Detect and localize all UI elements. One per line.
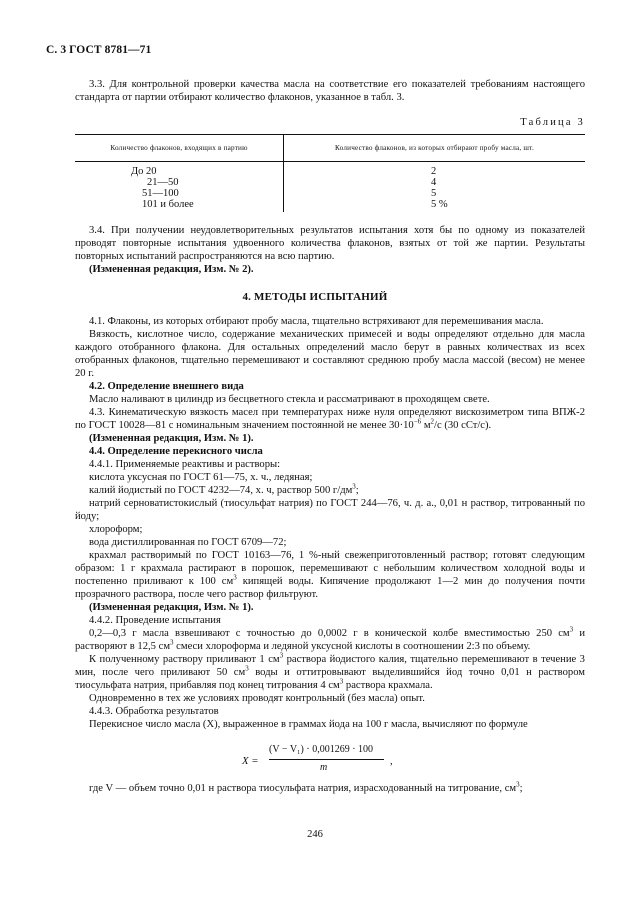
table-cell: 101 и более xyxy=(75,199,284,212)
table-cell: До 20 xyxy=(75,162,284,178)
subheading-4-2: 4.2. Определение внешнего вида xyxy=(89,381,244,392)
reagent-item: вода дистиллированная по ГОСТ 6709—72; xyxy=(89,537,287,548)
fraction-bar xyxy=(269,759,384,760)
page-number: 246 xyxy=(307,829,323,840)
table-row xyxy=(75,162,585,178)
amendment-note: (Измененная редакция, Изм. № 1). xyxy=(89,433,254,444)
section-4-body: 4.1. Флаконы, из которых отбирают пробу масла, тщательно встряхивают для перемешивания масла. Вязкость, кислотное число, содержание механических примесей и воды определяют отдельно для масла каждого отобранного флакона. Для остальных определений масло берут в равных количествах из всех отобранных флаконов, тщательно перемешивают и составляют среднюю пробу масла массой (весом) не менее 20 г. 4.2. Определение внешнего вида Масло наливают в цилиндр из бесцветного стекла и рассматривают в проходящем свете. 4.3. Кинематическую вязкость масел при температурах ниже нуля определяют вискозиметром типа ВПЖ-2 по ГОСТ 10028—81 с номинальным значением постоянной не менее $30\cdot 10^{-6}$ $м^2/с$ (30 сСт/с). (Измененная редакция, Изм. № 1). 4.4. Определение перекисного числа 4.4.1. Применяемые реактивы и растворы: кислота уксусная по ГОСТ 61—75, х. ч., ледяная; калий йодистый по ГОСТ 4232—74, х. ч, раствор 500 $г/дм^3$; натрий серноватистокислый (тиосульфат натрия) по ГОСТ 244—76, ч. д. а., 0,01 н раствор, титрованный по йоду; хлороформ; вода дистиллированная по ГОСТ 6709—72; крахмал растворимый по ГОСТ 10163—76, 1 %-ный свежеприготовленный раствор; готовят следующим образом: 1 г крахмала растирают в порошок, перемешивают с небольшим количеством холодной воды и постепенно приливают к 100 $см^3$ кипящей воды. Кипячение продолжают 1—2 мин до получения почти прозрачного раствора, после чего раствор фильтруют. (Измененная редакция, Изм. № 1). 4.4.2. Проведение испытания 0,2—0,3 г масла взвешивают с точностью до 0,0002 г в конической колбе вместимостью 250 $см^3$ и растворяют в 12,5 $см^3$ смеси хлороформа и ледяной уксусной кислоты в соотношении 2:3 по объему. К полученному раствору приливают 1 $см^3$ раствора йодистого калия, тщательно перемешивают в течение 3 мин, после чего приливают 50 $см^3$ воды и оттитровывают выделившийся йод точно 0,01 н раствором тиосульфата натрия, прибавляя под конец титрования 4 $см^3$ раствора крахмала. Одновременно в тех же условиях проводят контрольный (без масла) опыт. 4.4.3. Обработка результатов Перекисное число масла (X), выраженное в граммах йода на 100 г масла, вычисляют по формуле xyxy=(75,316,585,730)
formula-denominator: m xyxy=(320,762,328,773)
procedure-paragraph: 0,2—0,3 г масла взвешивают с точностью до 0,0002 г в конической колбе вместимостью 250 $см^3$ и растворяют в 12,5 $см^3$ смеси хлороформа и ледяной уксусной кислоты в соотношении 2:3 по объему. xyxy=(75,625,585,652)
table-cell: 4 xyxy=(431,177,437,188)
formula-lhs: X = xyxy=(242,755,259,767)
amendment-note: (Измененная редакция, Изм. № 2). xyxy=(89,264,254,275)
reagent-item: калий йодистый по ГОСТ 4232—74, х. ч, раствор 500 $г/дм^3$; xyxy=(89,482,359,496)
table-caption: Таблица 3 xyxy=(520,117,585,128)
paragraph-3-4: 3.4. При получении неудовлетворительных результатов испытания хотя бы по одному из показателей проводят повторные испытания удвоенного количества флаконов, взятых от той же партии. Результаты повторных испытаний распространяются на всю партию. (Измененная редакция, Изм. № 2). xyxy=(75,225,585,275)
table-3 xyxy=(75,134,585,212)
table-row xyxy=(75,177,585,188)
table-cell: 21—50 xyxy=(75,177,284,188)
table-cell: 2 xyxy=(431,166,437,177)
paragraph-4-3: 4.3. Кинематическую вязкость масел при температурах ниже нуля определяют вискозиметром типа ВПЖ-2 по ГОСТ 10028—81 с номинальным значением постоянной не менее $30\cdot 10^{-6}$ $м^2/с$ (30 сСт/с). xyxy=(75,407,585,431)
running-header: С. 3 ГОСТ 8781—71 xyxy=(46,44,152,56)
table-row xyxy=(75,188,585,199)
reagent-item: хлороформ; xyxy=(89,524,143,535)
table-cell: 5 xyxy=(431,188,437,199)
formula-comma: , xyxy=(390,755,393,767)
subheading-4-4: 4.4. Определение перекисного числа xyxy=(89,446,263,457)
table-row xyxy=(75,199,585,212)
reagent-item: крахмал растворимый по ГОСТ 10163—76, 1 %-ный свежеприготовленный раствор; готовят следующим образом: 1 г крахмала растирают в порошок, перемешивают с небольшим количеством холодной воды и постепенно приливают к 100 $см^3$ кипящей воды. Кипячение продолжают 1—2 мин до получения почти прозрачного раствора, после чего раствор фильтруют. xyxy=(75,550,585,600)
section-heading: 4. МЕТОДЫ ИСПЫТАНИЙ xyxy=(242,291,388,303)
table-header-col1: Количество флаконов, входящих в партию xyxy=(75,135,284,162)
reagent-item: натрий серноватистокислый (тиосульфат натрия) по ГОСТ 244—76, ч. д. а., 0,01 н раствор, титрованный по йоду; xyxy=(75,498,585,522)
reagent-item: кислота уксусная по ГОСТ 61—75, х. ч., ледяная; xyxy=(89,472,313,483)
amendment-note: (Измененная редакция, Изм. № 1). xyxy=(89,602,254,613)
formula-legend: где V — объем точно 0,01 н раствора тиосульфата натрия, израсходованный на титрование, $см^3$; xyxy=(89,780,523,794)
paragraph-3-3: 3.3. Для контрольной проверки качества масла на соответствие его показателей требованиям настоящего стандарта от партии отбирают количество флаконов, указанное в табл. 3. xyxy=(75,79,585,103)
table-header-col2: Количество флаконов, из которых отбирают пробу масла, шт. xyxy=(284,135,586,162)
table-cell: 51—100 xyxy=(75,188,284,199)
procedure-paragraph: К полученному раствору приливают 1 $см^3$ раствора йодистого калия, тщательно перемешивают в течение 3 мин, после чего приливают 50 $см^3$ воды и оттитровывают выделившийся йод точно 0,01 н раствором тиосульфата натрия, прибавляя под конец титрования 4 $см^3$ раствора крахмала. xyxy=(75,651,585,691)
formula-numerator: (V − V₁) · 0,001269 · 100 xyxy=(269,744,374,755)
table-cell: 5 % xyxy=(431,199,448,210)
